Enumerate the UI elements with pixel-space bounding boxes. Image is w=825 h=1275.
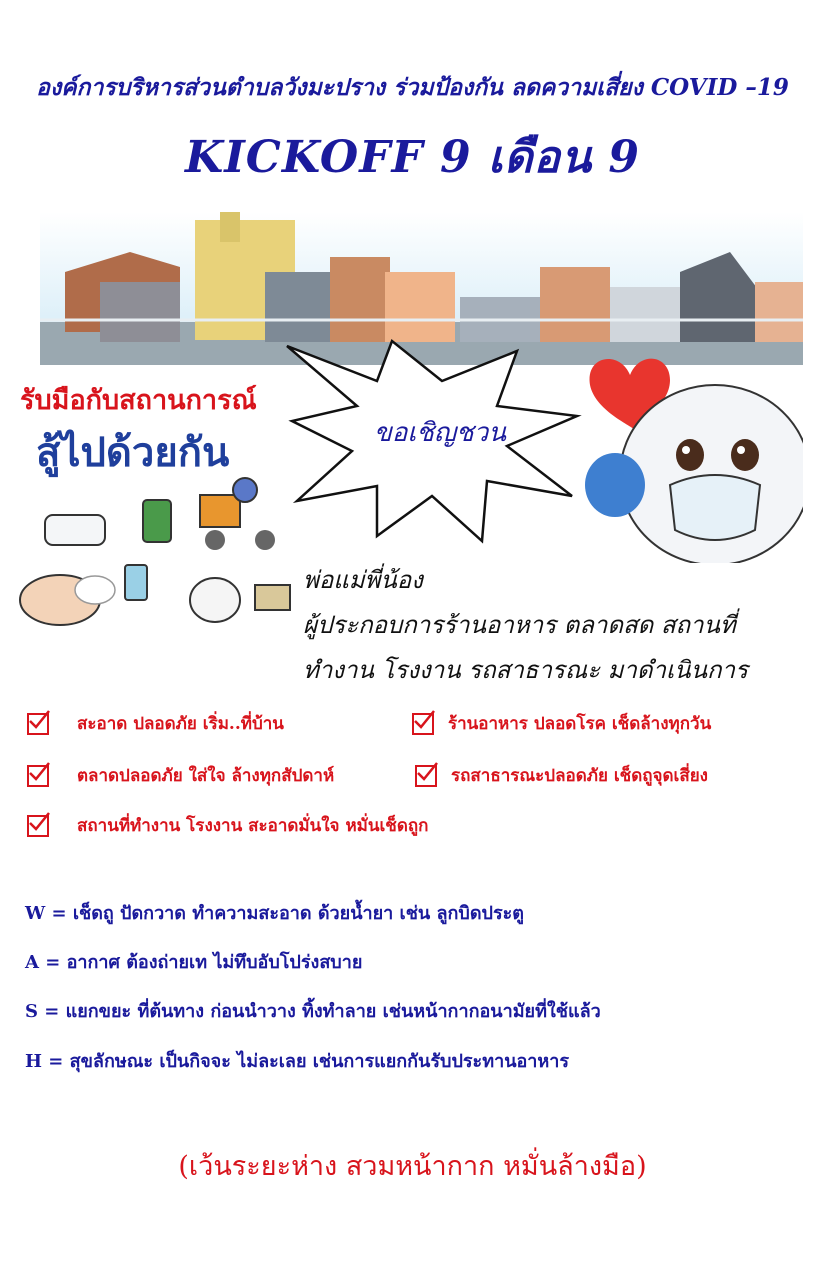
slogan-line2: สู้ไปด้วยกัน bbox=[36, 430, 230, 476]
slogan-line1: รับมือกับสถานการณ์ bbox=[20, 385, 257, 416]
checked-box-icon bbox=[27, 765, 49, 787]
checklist-item bbox=[412, 710, 711, 737]
checked-box-icon bbox=[27, 713, 49, 735]
wash-line-w: W = เช็ดถู ปัดกวาด ทำความสะอาด ด้วยน้ำยา เช่น ลูกบิดประตู bbox=[25, 903, 524, 924]
checked-box-icon bbox=[412, 713, 434, 735]
checklist-item-label: สะอาด ปลอดภัย เริ่ม..ที่บ้าน bbox=[77, 714, 284, 734]
wash-line-a: A = อากาศ ต้องถ่ายเท ไม่ทึบอับโปร่งสบาย bbox=[25, 952, 363, 973]
checklist-item-label: ตลาดปลอดภัย ใส่ใจ ล้างทุกสัปดาห์ bbox=[77, 766, 335, 786]
checklist-item bbox=[27, 762, 334, 789]
checklist-item bbox=[27, 710, 284, 737]
checked-box-icon bbox=[415, 765, 437, 787]
invitation-line1: พ่อแม่พี่น้อง bbox=[303, 566, 423, 594]
checklist-item-label: รถสาธารณะปลอดภัย เช็ดถูจุดเสี่ยง bbox=[451, 766, 708, 786]
hygiene-items-illustration bbox=[15, 475, 300, 650]
checklist-item bbox=[27, 812, 428, 839]
invitation-line2: ผู้ประกอบการร้านอาหาร ตลาดสด สถานที่ bbox=[303, 611, 736, 639]
footer-slogan: (เว้นระยะห่าง สวมหน้ากาก หมั่นล้างมือ) bbox=[178, 1151, 647, 1182]
checklist-item-label: สถานที่ทำงาน โรงงาน สะอาดมั่นใจ หมั่นเช็ดถูก bbox=[77, 816, 429, 836]
org-title: องค์การบริหารส่วนตำบลวังมะปราง ร่วมป้องกัน ลดความเสี่ยง COVID –19 bbox=[36, 74, 789, 101]
checked-box-icon bbox=[27, 815, 49, 837]
starburst-text: ขอเชิญชวน bbox=[373, 418, 507, 448]
checklist-item bbox=[415, 762, 708, 789]
mascot-illustration bbox=[575, 335, 803, 563]
invitation-line3: ทำงาน โรงงาน รถสาธารณะ มาดำเนินการ bbox=[303, 656, 748, 684]
kickoff-title: KICKOFF 9 เดือน 9 bbox=[184, 132, 640, 183]
checklist-item-label: ร้านอาหาร ปลอดโรค เช็ดล้างทุกวัน bbox=[448, 714, 712, 734]
wash-line-h: H = สุขลักษณะ เป็นกิจจะ ไม่ละเลย เช่นการแยกกันรับประทานอาหาร bbox=[25, 1051, 570, 1072]
wash-line-s: S = แยกขยะ ที่ต้นทาง ก่อนนำวาง ทิ้งทำลาย เช่นหน้ากากอนามัยที่ใช้แล้ว bbox=[25, 1001, 601, 1022]
